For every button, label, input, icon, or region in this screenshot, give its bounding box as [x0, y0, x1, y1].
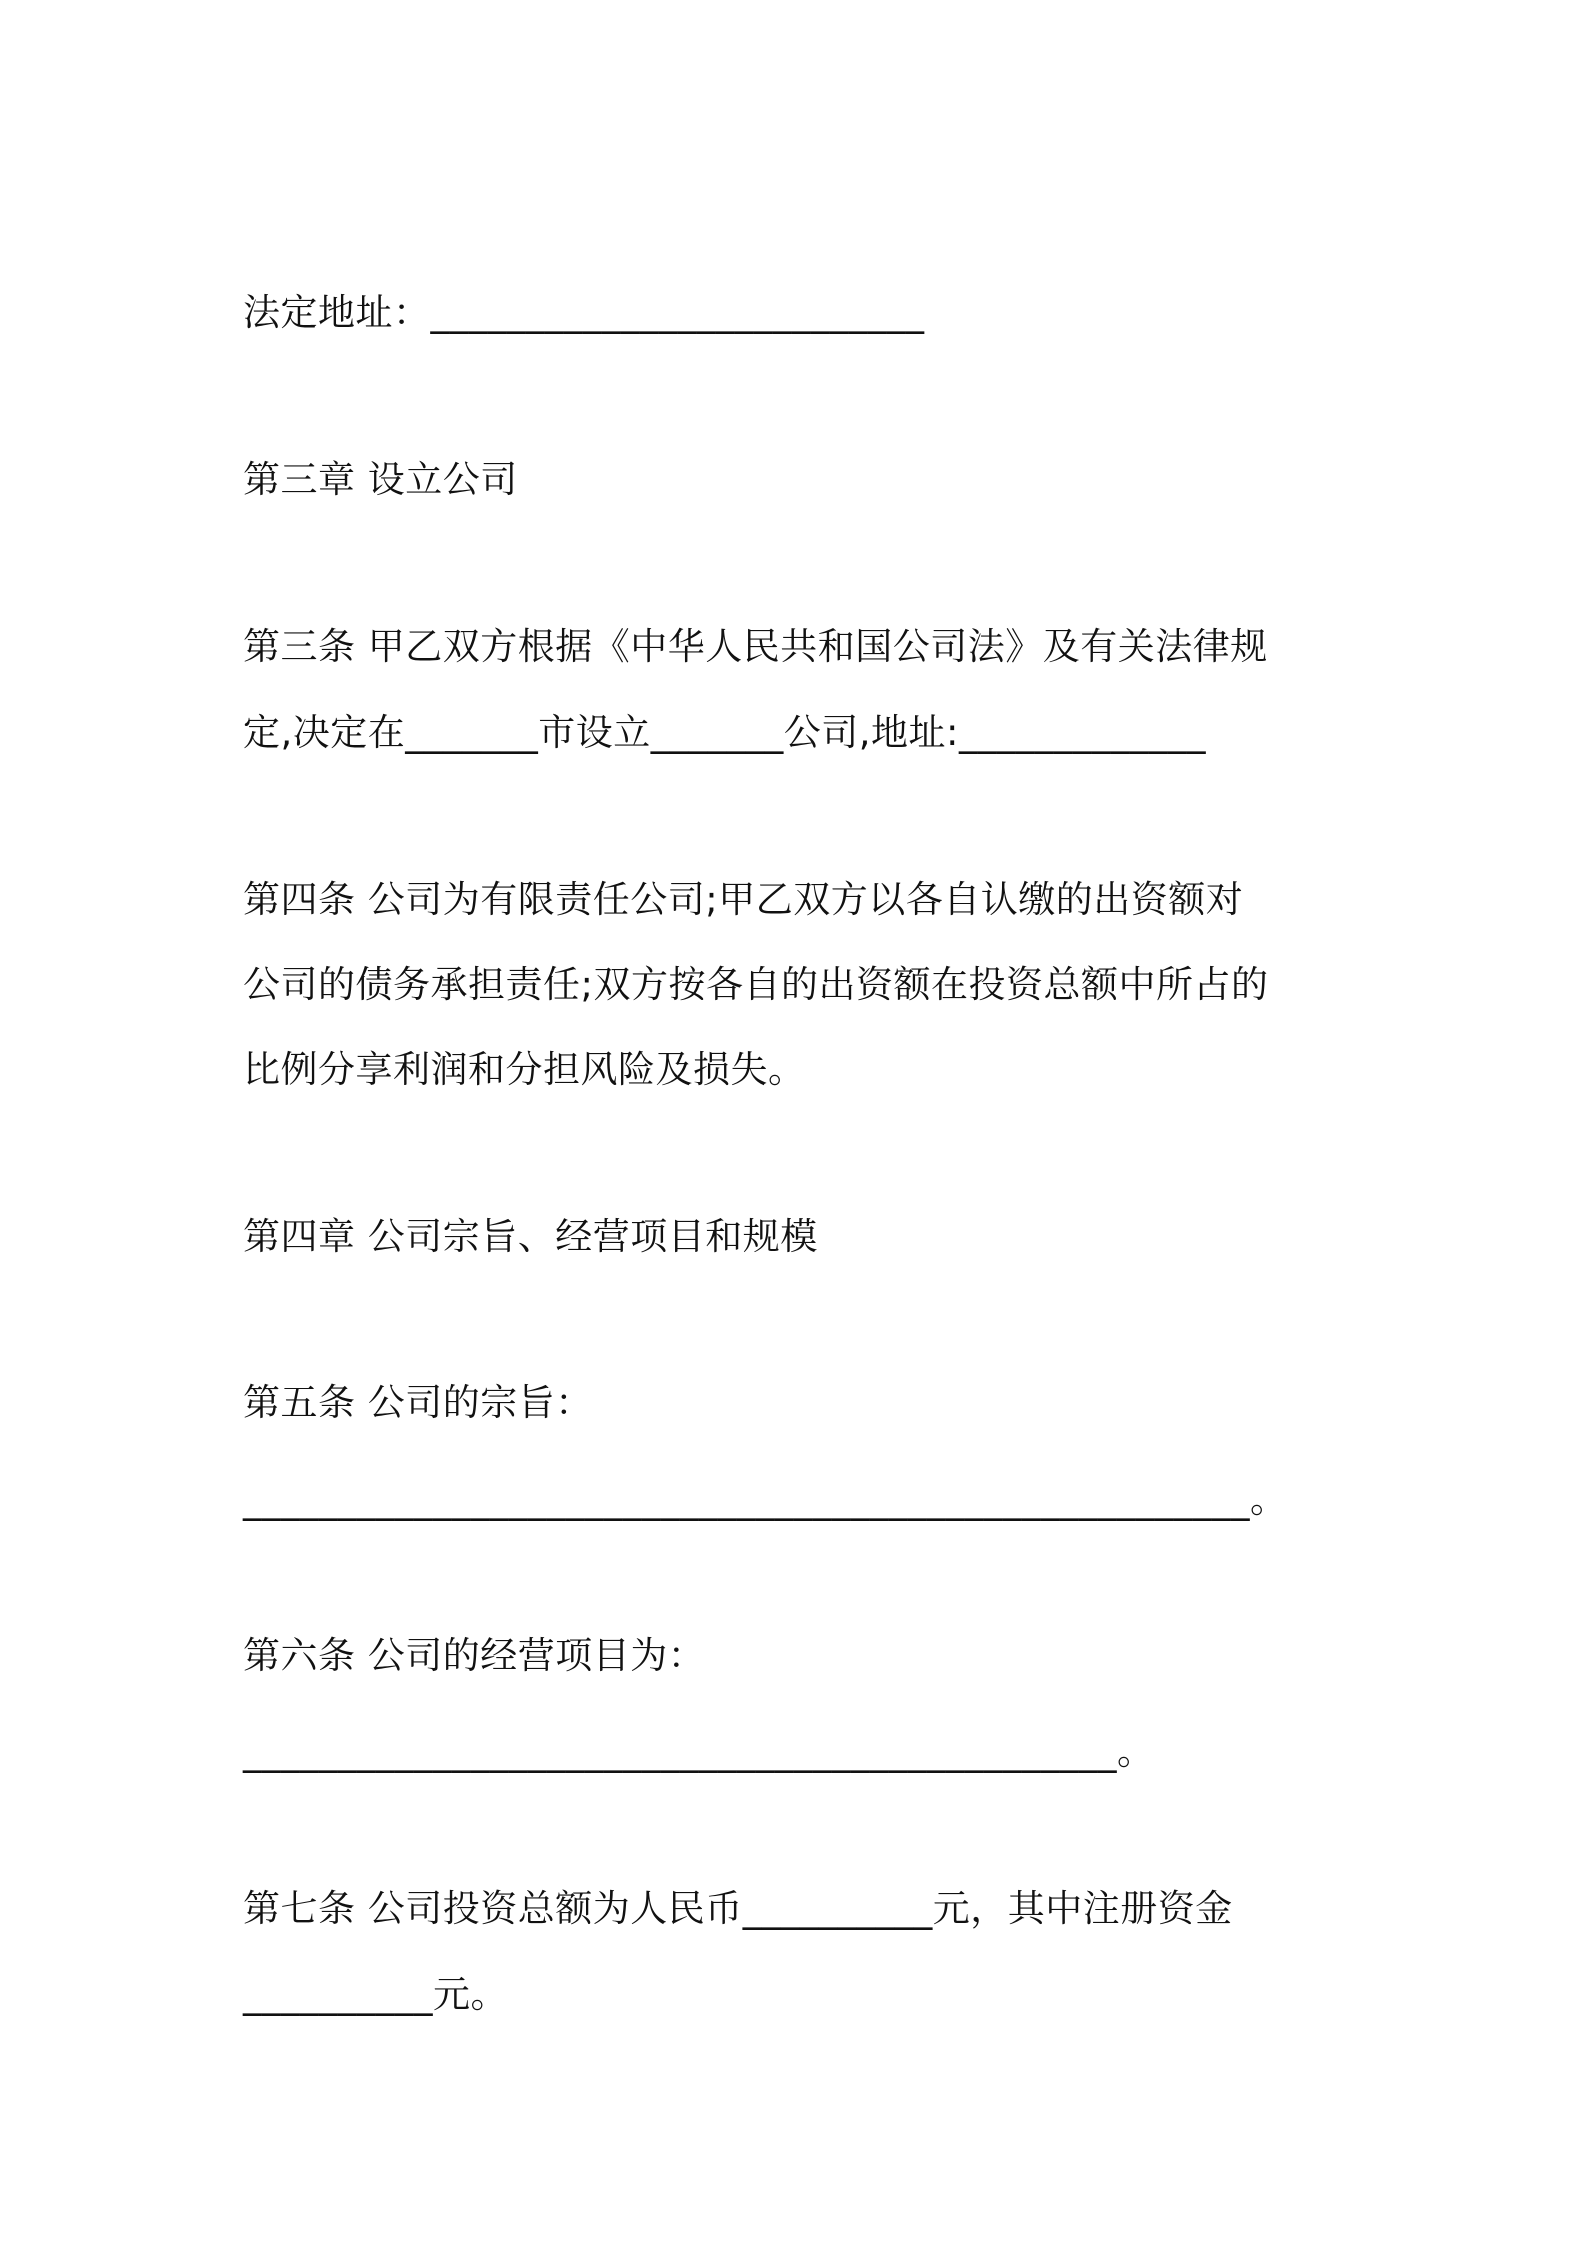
- article-4-line-3: 比例分享利润和分担风险及损失。: [243, 1048, 806, 1091]
- article-4-line-2: 公司的债务承担责任;双方按各自的出资额在投资总额中所占的: [243, 963, 1269, 1006]
- article-5-blank: _____________________________________________________。: [243, 1478, 1288, 1521]
- article-3-line-1: 第三条 甲乙双方根据《中华人民共和国公司法》及有关法律规: [243, 625, 1268, 668]
- article-7-line-1: 第七条 公司投资总额为人民币__________元，其中注册资金: [243, 1887, 1233, 1930]
- article-4-line-1: 第四条 公司为有限责任公司;甲乙双方以各自认缴的出资额对: [243, 878, 1244, 921]
- article-7-line-2: __________元。: [243, 1973, 508, 2016]
- article-5-heading: 第五条 公司的宗旨：: [243, 1381, 593, 1424]
- legal-address-line: 法定地址：__________________________: [243, 291, 925, 334]
- article-6-blank: ______________________________________________。: [243, 1730, 1155, 1773]
- chapter-3-heading: 第三章 设立公司: [243, 458, 518, 501]
- article-3-line-2: 定,决定在_______市设立_______公司,地址:_____________: [243, 711, 1206, 754]
- chapter-4-heading: 第四章 公司宗旨、经营项目和规模: [243, 1215, 818, 1258]
- article-6-heading: 第六条 公司的经营项目为：: [243, 1634, 706, 1677]
